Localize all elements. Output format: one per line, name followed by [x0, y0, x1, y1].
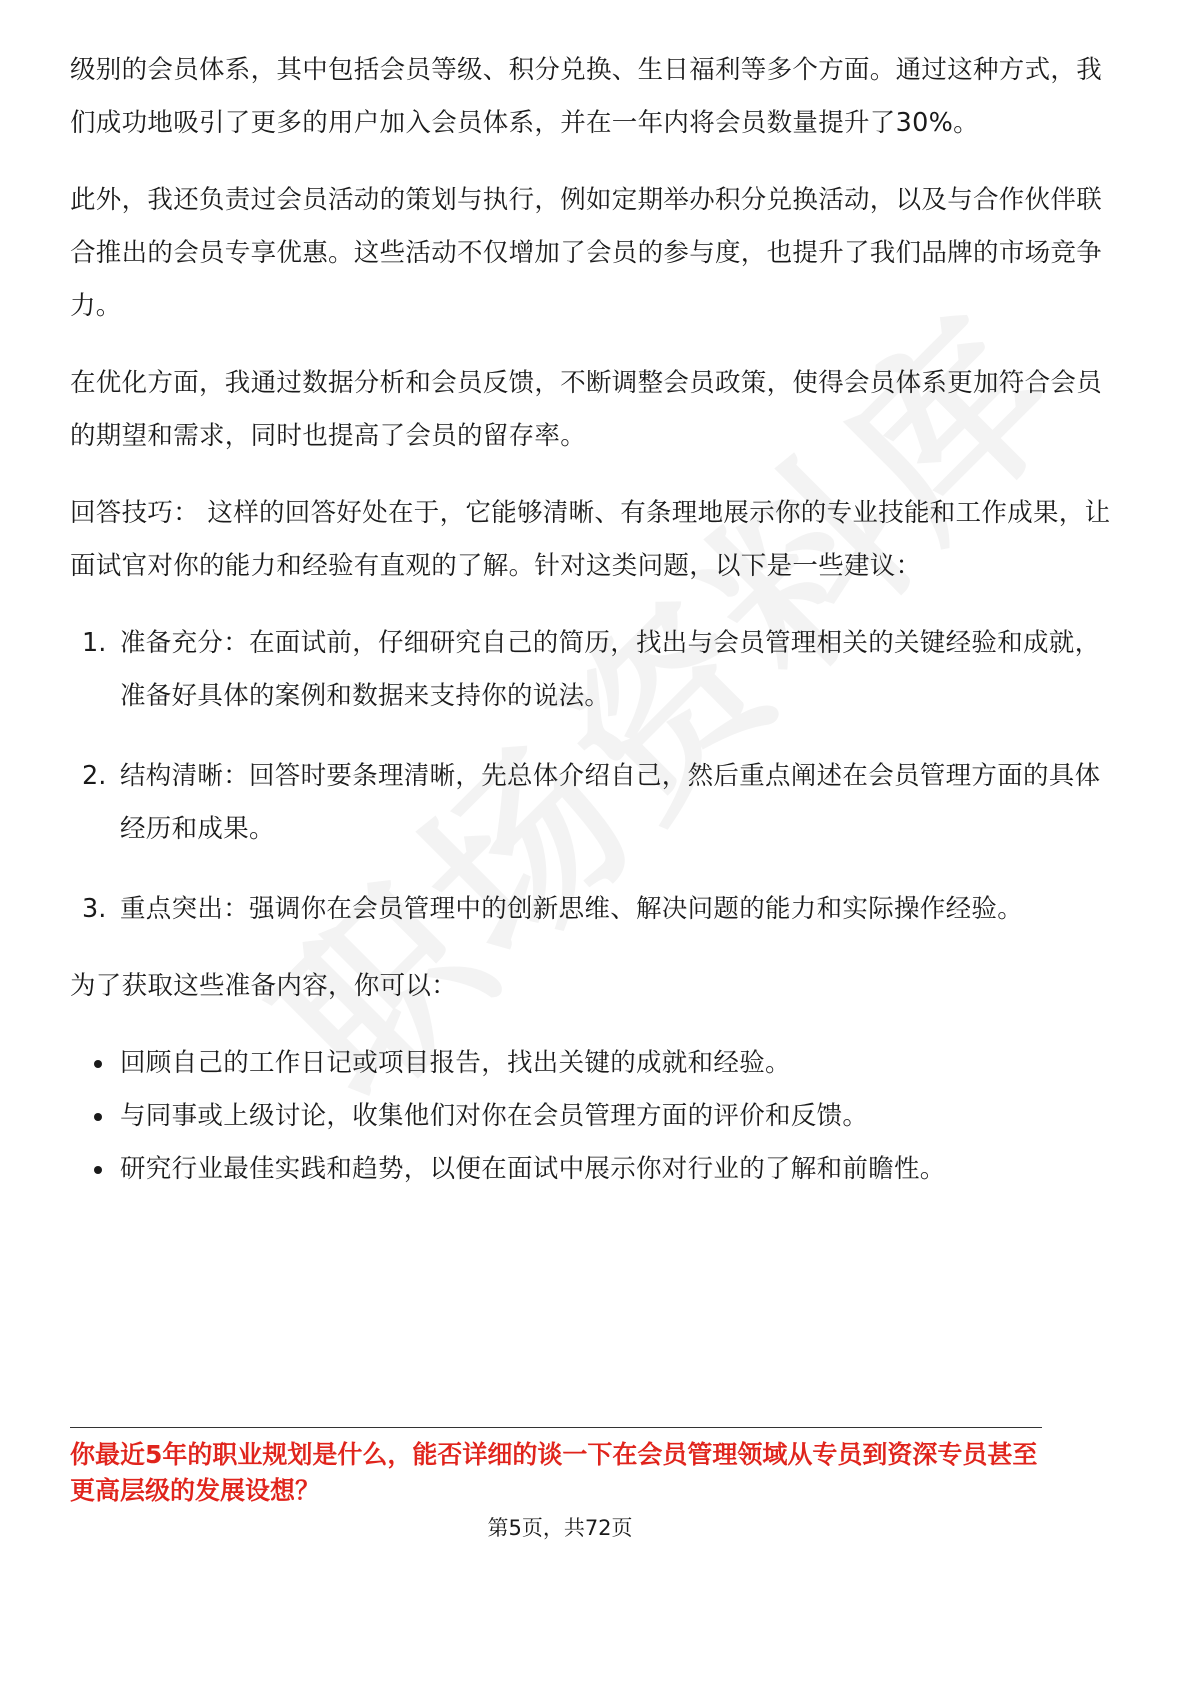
paragraph-membership-system: 级别的会员体系，其中包括会员等级、积分兑换、生日福利等多个方面。通过这种方式，我们成功地吸引了更多的用户加入会员体系，并在一年内将会员数量提升了30%。: [70, 55, 1103, 138]
list-item-text: 准备充分：在面试前，仔细研究自己的简历，找出与会员管理相关的关键经验和成就，准备好具体的案例和数据来支持你的说法。: [120, 628, 1101, 711]
bullet-icon: [94, 1113, 102, 1121]
paragraph-member-activities: 此外，我还负责过会员活动的策划与执行，例如定期举办积分兑换活动，以及与合作伙伴联合推出的会员专享优惠。这些活动不仅增加了会员的参与度，也提升了我们品牌的市场竞争力。: [70, 185, 1103, 321]
list-number: 3.: [82, 894, 107, 924]
list-item: [70, 1090, 1120, 1143]
list-item-text: 重点突出：强调你在会员管理中的创新思维、解决问题的能力和实际操作经验。: [120, 894, 1024, 924]
list-item: [70, 883, 1120, 936]
section-divider: [70, 1427, 1042, 1428]
list-number: 1.: [82, 628, 107, 658]
bullet-icon: [94, 1166, 102, 1174]
list-item-text: 与同事或上级讨论，收集他们对你在会员管理方面的评价和反馈。: [120, 1101, 869, 1131]
page-footer: 第5页，共72页: [487, 1516, 633, 1540]
list-item-text: 结构清晰：回答时要条理清晰，先总体介绍自己，然后重点阐述在会员管理方面的具体经历和成果。: [120, 761, 1101, 844]
list-item: [70, 750, 1120, 856]
main-content: [70, 44, 1120, 1196]
bullet-icon: [94, 1060, 102, 1068]
paragraph-prep-intro: 为了获取这些准备内容，你可以：: [70, 971, 458, 1001]
paragraph-optimization: 在优化方面，我通过数据分析和会员反馈，不断调整会员政策，使得会员体系更加符合会员的期望和需求，同时也提高了会员的留存率。: [70, 368, 1103, 451]
list-item-text: 研究行业最佳实践和趋势，以便在面试中展示你对行业的了解和前瞻性。: [120, 1154, 946, 1184]
next-interview-question: 你最近5年的职业规划是什么，能否详细的谈一下在会员管理领域从专员到资深专员甚至更高层级的发展设想？: [70, 1440, 1038, 1505]
list-number: 2.: [82, 761, 107, 791]
list-item: [70, 617, 1120, 723]
prep-bullet-list: [70, 1037, 1120, 1196]
paragraph-answer-tips: 回答技巧： 这样的回答好处在于，它能够清晰、有条理地展示你的专业技能和工作成果，让面试官对你的能力和经验有直观的了解。针对这类问题，以下是一些建议：: [70, 498, 1111, 581]
list-item: [70, 1037, 1120, 1090]
list-item-text: 回顾自己的工作日记或项目报告，找出关键的成就和经验。: [120, 1048, 791, 1078]
tips-ordered-list: [70, 617, 1120, 936]
list-item: [70, 1143, 1120, 1196]
